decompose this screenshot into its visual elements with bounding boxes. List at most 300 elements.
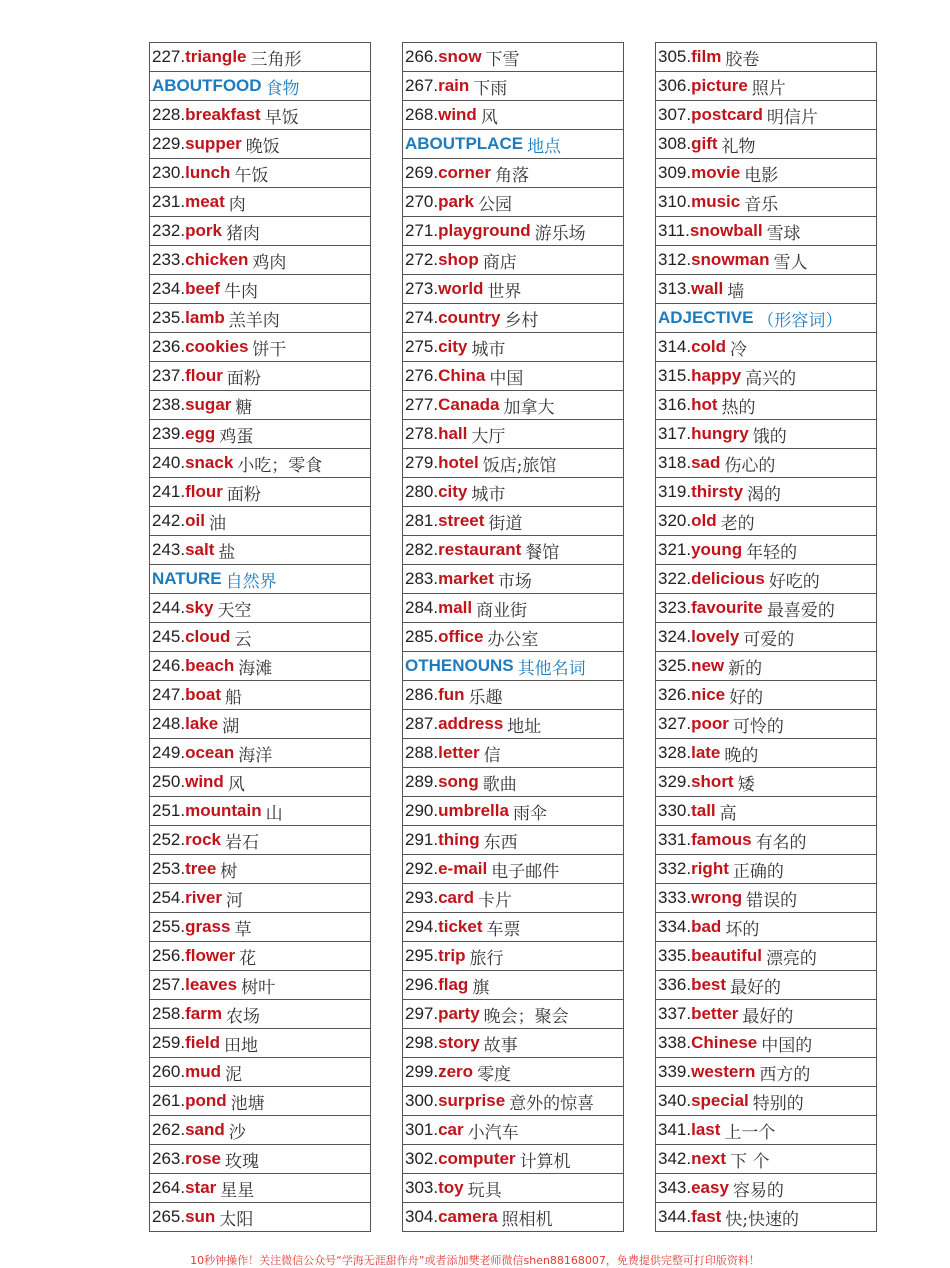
vocab-row — [149, 101, 371, 130]
chinese-meaning: 地址 — [507, 716, 542, 737]
entry-number: 308. — [658, 134, 692, 153]
vocab-row — [402, 1174, 624, 1203]
entry-number: 292. — [405, 859, 439, 878]
vocab-row — [402, 304, 624, 333]
vocab-row — [655, 1000, 877, 1029]
english-word: hotel — [438, 453, 479, 472]
english-word: zero — [438, 1062, 474, 1081]
vocab-row — [149, 652, 371, 681]
chinese-meaning: 公园 — [478, 194, 513, 215]
english-word: hall — [438, 424, 468, 443]
vocab-row — [655, 275, 877, 304]
vocab-row — [655, 739, 877, 768]
entry-number: 337. — [658, 1004, 692, 1023]
english-word: fun — [438, 685, 465, 704]
vocab-row — [149, 304, 371, 333]
chinese-meaning: 上一个 — [724, 1122, 776, 1143]
english-word: supper — [185, 134, 242, 153]
english-word: mountain — [185, 801, 262, 820]
english-word: letter — [438, 743, 480, 762]
english-word: easy — [691, 1178, 729, 1197]
vocab-row — [655, 1116, 877, 1145]
vocab-row — [655, 536, 877, 565]
section-header-chinese: 自然界 — [225, 571, 277, 592]
vocab-row — [402, 536, 624, 565]
chinese-meaning: 城市 — [471, 484, 506, 505]
entry-number: 247. — [152, 685, 186, 704]
english-word: wind — [185, 772, 224, 791]
entry-number: 327. — [658, 714, 692, 733]
entry-number: 235. — [152, 308, 186, 327]
chinese-meaning: 面粉 — [226, 484, 261, 505]
chinese-meaning: 中国的 — [761, 1035, 813, 1056]
entry-number: 307. — [658, 105, 692, 124]
english-word: short — [691, 772, 734, 791]
english-word: special — [691, 1091, 749, 1110]
chinese-meaning: 零度 — [477, 1064, 512, 1085]
entry-number: 272. — [405, 250, 439, 269]
entry-number: 275. — [405, 337, 439, 356]
chinese-meaning: 鸡蛋 — [219, 426, 254, 447]
vocab-row — [149, 420, 371, 449]
vocab-row — [149, 739, 371, 768]
entry-number: 343. — [658, 1178, 692, 1197]
english-word: better — [691, 1004, 739, 1023]
entry-number: 228. — [152, 105, 186, 124]
vocab-row — [149, 913, 371, 942]
vocab-row — [149, 797, 371, 826]
entry-number: 278. — [405, 424, 439, 443]
chinese-meaning: 饭店;旅馆 — [482, 455, 557, 476]
entry-number: 267. — [405, 76, 439, 95]
entry-number: 295. — [405, 946, 439, 965]
vocab-row — [655, 507, 877, 536]
entry-number: 270. — [405, 192, 439, 211]
entry-number: 273. — [405, 279, 439, 298]
english-word: flour — [185, 366, 223, 385]
entry-number: 253. — [152, 859, 186, 878]
english-word: lunch — [185, 163, 231, 182]
vocab-row — [655, 1203, 877, 1232]
english-word: toy — [438, 1178, 464, 1197]
entry-number: 240. — [152, 453, 186, 472]
vocab-row — [402, 1203, 624, 1232]
english-word: rock — [185, 830, 222, 849]
english-word: corner — [438, 163, 492, 182]
vocab-column-3 — [655, 42, 877, 1232]
english-word: lamb — [185, 308, 225, 327]
chinese-meaning: 晚饭 — [245, 136, 280, 157]
vocab-column-2 — [402, 42, 624, 1232]
chinese-meaning: 盐 — [218, 542, 236, 563]
entry-number: 258. — [152, 1004, 186, 1023]
english-word: tree — [185, 859, 217, 878]
chinese-meaning: 信 — [483, 745, 501, 766]
vocab-row — [149, 826, 371, 855]
english-word: snowman — [691, 250, 770, 269]
chinese-meaning: 泥 — [224, 1064, 242, 1085]
english-word: famous — [691, 830, 752, 849]
english-word: market — [438, 569, 494, 588]
section-header-english: ADJECTIVE — [658, 308, 754, 327]
english-word: lovely — [691, 627, 740, 646]
chinese-meaning: 最好的 — [730, 977, 782, 998]
chinese-meaning: 面粉 — [226, 368, 261, 389]
english-word: western — [691, 1062, 756, 1081]
vocab-row — [402, 362, 624, 391]
english-word: happy — [691, 366, 742, 385]
vocab-row — [655, 362, 877, 391]
entry-number: 301. — [405, 1120, 439, 1139]
english-word: song — [438, 772, 479, 791]
chinese-meaning: 岩石 — [225, 832, 260, 853]
chinese-meaning: 树叶 — [241, 977, 276, 998]
vocab-row — [149, 1203, 371, 1232]
entry-number: 230. — [152, 163, 186, 182]
english-word: e-mail — [438, 859, 488, 878]
vocab-row — [149, 681, 371, 710]
english-word: salt — [185, 540, 215, 559]
entry-number: 312. — [658, 250, 692, 269]
chinese-meaning: 最好的 — [742, 1006, 794, 1027]
vocab-row — [149, 159, 371, 188]
english-word: new — [691, 656, 725, 675]
english-word: China — [438, 366, 486, 385]
chinese-meaning: 晚会；聚会 — [483, 1006, 569, 1027]
chinese-meaning: 花 — [239, 948, 257, 969]
vocab-row — [149, 449, 371, 478]
chinese-meaning: 天空 — [217, 600, 252, 621]
section-header-english: ABOUTFOOD — [152, 76, 262, 95]
chinese-meaning: 雪人 — [773, 252, 808, 273]
english-word: delicious — [691, 569, 765, 588]
chinese-meaning: 高兴的 — [745, 368, 797, 389]
vocab-row — [402, 913, 624, 942]
entry-number: 331. — [658, 830, 692, 849]
vocab-row — [655, 130, 877, 159]
english-word: tall — [691, 801, 716, 820]
entry-number: 325. — [658, 656, 692, 675]
entry-number: 284. — [405, 598, 439, 617]
vocab-row — [655, 710, 877, 739]
vocab-row — [402, 391, 624, 420]
entry-number: 227. — [152, 47, 186, 66]
entry-number: 234. — [152, 279, 186, 298]
chinese-meaning: 高 — [719, 803, 737, 824]
vocab-row — [149, 855, 371, 884]
chinese-meaning: 田地 — [224, 1035, 259, 1056]
chinese-meaning: 旅行 — [469, 948, 504, 969]
chinese-meaning: 新的 — [728, 658, 763, 679]
entry-number: 243. — [152, 540, 186, 559]
vocab-row — [149, 536, 371, 565]
english-word: film — [691, 47, 722, 66]
chinese-meaning: 快;快速的 — [725, 1209, 800, 1230]
english-word: rain — [438, 76, 470, 95]
english-word: thirsty — [691, 482, 744, 501]
vocab-row — [149, 623, 371, 652]
english-word: nice — [691, 685, 726, 704]
chinese-meaning: 旗 — [472, 977, 490, 998]
english-word: street — [438, 511, 485, 530]
chinese-meaning: 礼物 — [721, 136, 756, 157]
entry-number: 279. — [405, 453, 439, 472]
vocab-row — [402, 420, 624, 449]
english-word: farm — [185, 1004, 222, 1023]
section-header-chinese: 地点 — [527, 136, 562, 157]
chinese-meaning: 东西 — [483, 832, 518, 853]
chinese-meaning: 车票 — [486, 919, 521, 940]
vocab-row — [655, 159, 877, 188]
english-word: picture — [691, 76, 748, 95]
entry-number: 231. — [152, 192, 186, 211]
chinese-meaning: 坏的 — [725, 919, 760, 940]
vocab-row — [655, 449, 877, 478]
english-word: beautiful — [691, 946, 762, 965]
entry-number: 316. — [658, 395, 692, 414]
english-word: hungry — [691, 424, 749, 443]
chinese-meaning: 街道 — [488, 513, 523, 534]
vocab-row — [149, 942, 371, 971]
chinese-meaning: 好的 — [729, 687, 764, 708]
entry-number: 304. — [405, 1207, 439, 1226]
vocab-row — [402, 1000, 624, 1029]
english-word: bad — [691, 917, 722, 936]
chinese-meaning: 照片 — [751, 78, 786, 99]
english-word: cookies — [185, 337, 249, 356]
chinese-meaning: 矮 — [737, 774, 755, 795]
english-word: sad — [691, 453, 721, 472]
vocab-row — [402, 594, 624, 623]
english-word: music — [691, 192, 741, 211]
section-header — [402, 130, 624, 159]
vocab-row — [655, 1145, 877, 1174]
vocab-row — [149, 362, 371, 391]
english-word: trip — [438, 946, 466, 965]
chinese-meaning: 明信片 — [766, 107, 818, 128]
entry-number: 296. — [405, 975, 439, 994]
chinese-meaning: 伤心的 — [724, 455, 776, 476]
english-word: poor — [691, 714, 729, 733]
entry-number: 303. — [405, 1178, 439, 1197]
english-word: rose — [185, 1149, 222, 1168]
vocab-row — [402, 333, 624, 362]
chinese-meaning: 沙 — [228, 1122, 246, 1143]
english-word: Canada — [438, 395, 500, 414]
chinese-meaning: 海洋 — [238, 745, 273, 766]
english-word: camera — [438, 1207, 498, 1226]
english-word: mud — [185, 1062, 221, 1081]
vocab-row — [655, 652, 877, 681]
chinese-meaning: 湖 — [222, 716, 240, 737]
entry-number: 326. — [658, 685, 692, 704]
english-word: car — [438, 1120, 464, 1139]
entry-number: 249. — [152, 743, 186, 762]
vocab-row — [655, 1029, 877, 1058]
english-word: cold — [691, 337, 727, 356]
entry-number: 317. — [658, 424, 692, 443]
entry-number: 287. — [405, 714, 439, 733]
english-word: flag — [438, 975, 469, 994]
english-word: late — [691, 743, 721, 762]
section-header-chinese: 其他名词 — [517, 658, 586, 679]
entry-number: 302. — [405, 1149, 439, 1168]
chinese-meaning: 小汽车 — [467, 1122, 519, 1143]
vocab-row — [149, 188, 371, 217]
chinese-meaning: 正确的 — [732, 861, 784, 882]
entry-number: 289. — [405, 772, 439, 791]
chinese-meaning: 可爱的 — [743, 629, 795, 650]
entry-number: 309. — [658, 163, 692, 182]
entry-number: 246. — [152, 656, 186, 675]
section-header — [655, 304, 877, 333]
chinese-meaning: 玩具 — [467, 1180, 502, 1201]
entry-number: 277. — [405, 395, 439, 414]
entry-number: 282. — [405, 540, 439, 559]
vocab-row — [655, 246, 877, 275]
vocab-row — [149, 333, 371, 362]
entry-number: 237. — [152, 366, 186, 385]
english-word: sky — [185, 598, 214, 617]
chinese-meaning: 墙 — [727, 281, 745, 302]
english-word: young — [691, 540, 743, 559]
chinese-meaning: 下 个 — [730, 1151, 770, 1172]
entry-number: 306. — [658, 76, 692, 95]
vocab-row — [402, 884, 624, 913]
vocab-row — [149, 1058, 371, 1087]
chinese-meaning: 饿的 — [752, 426, 787, 447]
chinese-meaning: 雨伞 — [512, 803, 547, 824]
entry-number: 330. — [658, 801, 692, 820]
english-word: card — [438, 888, 475, 907]
english-word: surprise — [438, 1091, 506, 1110]
vocab-row — [402, 246, 624, 275]
vocab-row — [402, 159, 624, 188]
chinese-meaning: 鸡肉 — [252, 252, 287, 273]
chinese-meaning: 意外的惊喜 — [509, 1093, 595, 1114]
english-word: beach — [185, 656, 235, 675]
entry-number: 334. — [658, 917, 692, 936]
chinese-meaning: 云 — [234, 629, 252, 650]
vocab-row — [402, 449, 624, 478]
english-word: wrong — [691, 888, 743, 907]
entry-number: 268. — [405, 105, 439, 124]
chinese-meaning: 游乐场 — [534, 223, 586, 244]
english-word: ocean — [185, 743, 235, 762]
vocab-row — [655, 565, 877, 594]
entry-number: 291. — [405, 830, 439, 849]
entry-number: 261. — [152, 1091, 186, 1110]
chinese-meaning: 市场 — [497, 571, 532, 592]
chinese-meaning: 风 — [227, 774, 245, 795]
entry-number: 250. — [152, 772, 186, 791]
vocab-row — [402, 826, 624, 855]
entry-number: 248. — [152, 714, 186, 733]
english-word: old — [691, 511, 717, 530]
vocab-row — [149, 1029, 371, 1058]
english-word: story — [438, 1033, 480, 1052]
chinese-meaning: 好吃的 — [768, 571, 820, 592]
vocab-row — [149, 710, 371, 739]
chinese-meaning: 大厅 — [471, 426, 506, 447]
vocab-row — [402, 1087, 624, 1116]
english-word: grass — [185, 917, 231, 936]
english-word: star — [185, 1178, 217, 1197]
entry-number: 245. — [152, 627, 186, 646]
entry-number: 271. — [405, 221, 439, 240]
vocab-row — [402, 681, 624, 710]
english-word: hot — [691, 395, 718, 414]
vocab-row — [402, 275, 624, 304]
vocab-row — [655, 826, 877, 855]
entry-number: 300. — [405, 1091, 439, 1110]
entry-number: 323. — [658, 598, 692, 617]
entry-number: 319. — [658, 482, 692, 501]
vocab-row — [402, 768, 624, 797]
vocab-row — [149, 217, 371, 246]
chinese-meaning: 角落 — [495, 165, 530, 186]
chinese-meaning: 午饭 — [234, 165, 269, 186]
vocab-row — [655, 420, 877, 449]
english-word: fast — [691, 1207, 722, 1226]
chinese-meaning: 牛肉 — [224, 281, 259, 302]
english-word: city — [438, 337, 468, 356]
entry-number: 229. — [152, 134, 186, 153]
vocab-row — [149, 391, 371, 420]
chinese-meaning: 老的 — [720, 513, 755, 534]
english-word: oil — [185, 511, 205, 530]
chinese-meaning: 冷 — [730, 339, 748, 360]
english-word: address — [438, 714, 504, 733]
vocab-row — [149, 1087, 371, 1116]
vocab-row — [149, 507, 371, 536]
chinese-meaning: 最喜爱的 — [766, 600, 835, 621]
english-word: next — [691, 1149, 727, 1168]
chinese-meaning: 容易的 — [732, 1180, 784, 1201]
entry-number: 244. — [152, 598, 186, 617]
vocab-row — [655, 188, 877, 217]
entry-number: 314. — [658, 337, 692, 356]
entry-number: 340. — [658, 1091, 692, 1110]
chinese-meaning: 三角形 — [250, 49, 302, 70]
vocab-row — [149, 275, 371, 304]
vocab-row — [402, 855, 624, 884]
entry-number: 290. — [405, 801, 439, 820]
entry-number: 239. — [152, 424, 186, 443]
entry-number: 251. — [152, 801, 186, 820]
english-word: postcard — [691, 105, 763, 124]
english-word: lake — [185, 714, 219, 733]
entry-number: 329. — [658, 772, 692, 791]
chinese-meaning: 餐馆 — [525, 542, 560, 563]
vocab-row — [655, 623, 877, 652]
english-word: mall — [438, 598, 473, 617]
vocab-row — [402, 1145, 624, 1174]
vocab-row — [655, 101, 877, 130]
english-word: wind — [438, 105, 477, 124]
chinese-meaning: 有名的 — [755, 832, 807, 853]
english-word: world — [438, 279, 484, 298]
section-header-english: NATURE — [152, 569, 222, 588]
chinese-meaning: 年轻的 — [746, 542, 798, 563]
chinese-meaning: 胶卷 — [725, 49, 760, 70]
english-word: thing — [438, 830, 480, 849]
chinese-meaning: 西方的 — [759, 1064, 811, 1085]
entry-number: 236. — [152, 337, 186, 356]
vocab-row — [655, 43, 877, 72]
vocab-row — [402, 101, 624, 130]
entry-number: 283. — [405, 569, 439, 588]
